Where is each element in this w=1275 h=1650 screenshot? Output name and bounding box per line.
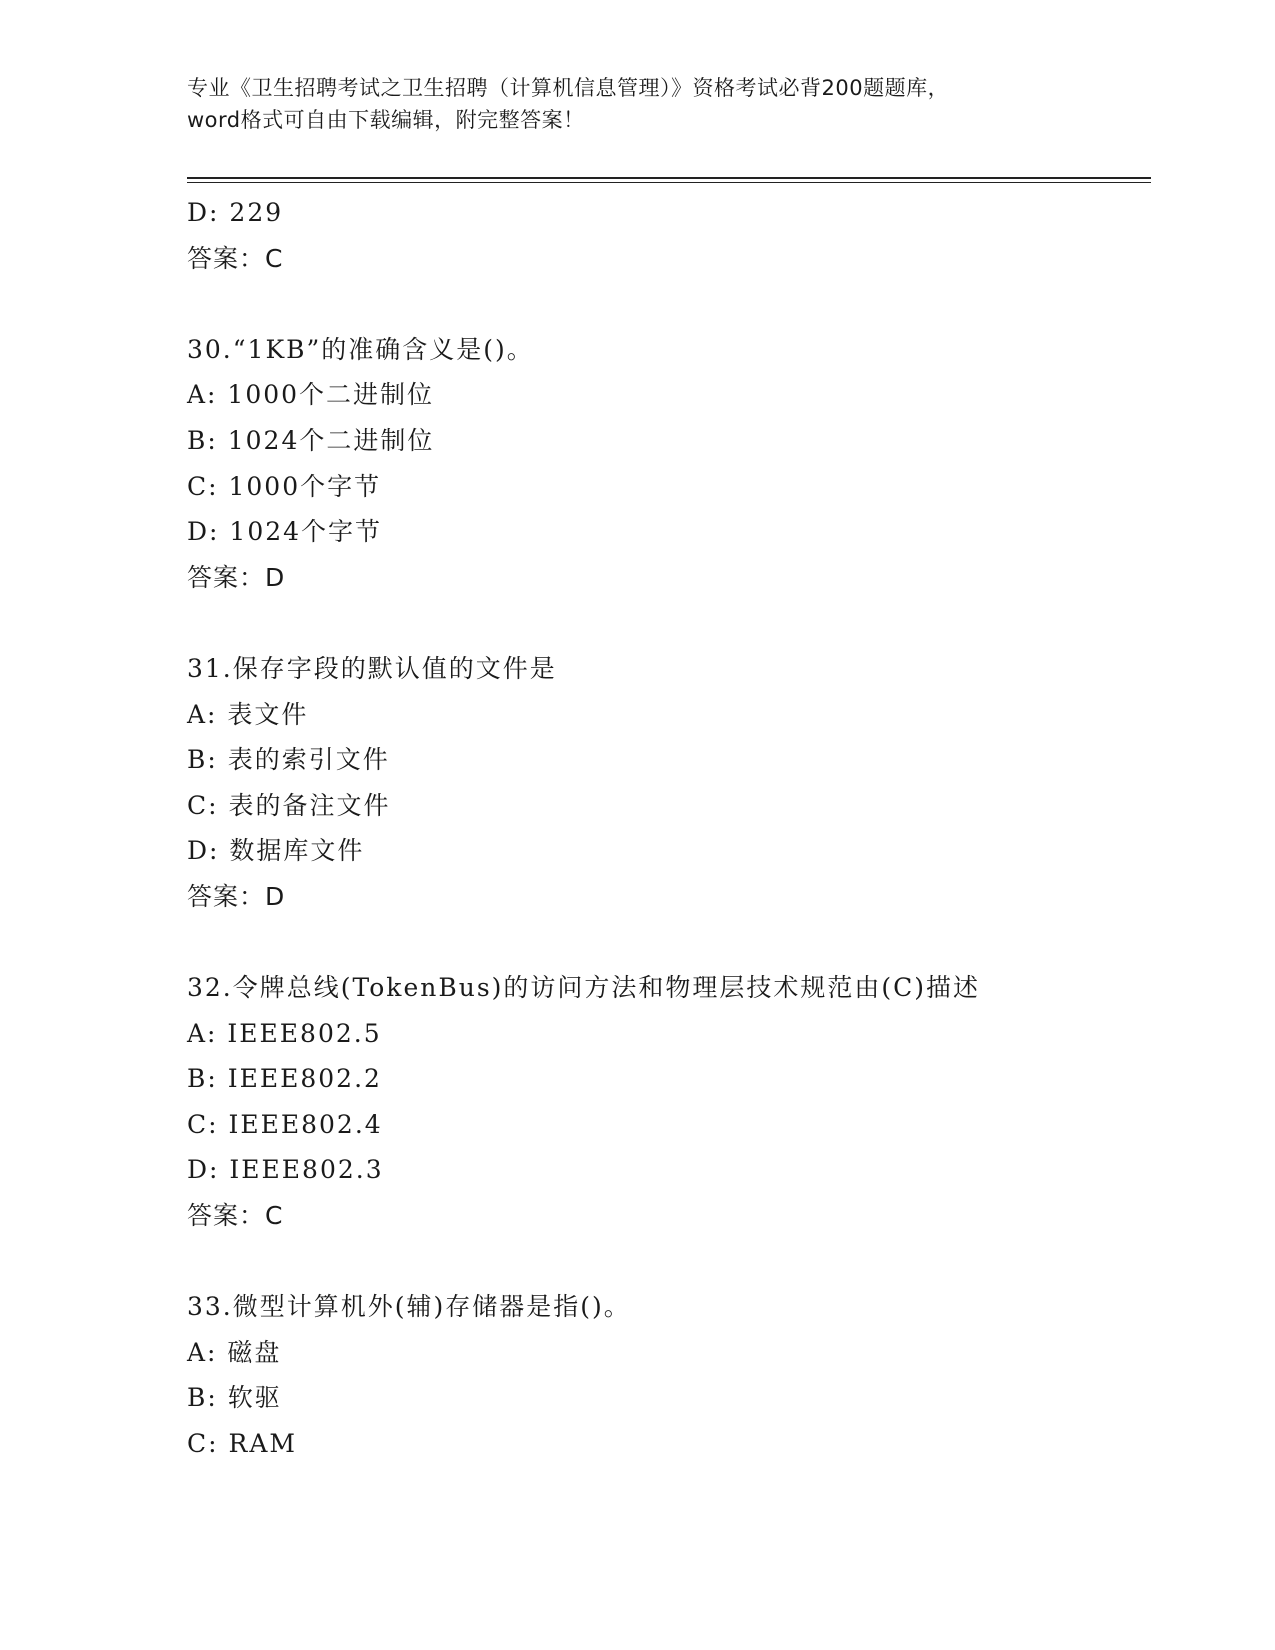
prev-answer: 答案：C (187, 243, 284, 273)
question-32-option-c: C: IEEE802.4 (187, 1109, 383, 1139)
header-divider-thick (187, 177, 1151, 179)
question-32-option-a: A: IEEE802.5 (187, 1018, 382, 1048)
spacer (187, 281, 1151, 327)
question-30-text: 30.“1KB”的准确含义是()。 (187, 334, 534, 364)
question-31-option-c: C: 表的备注文件 (187, 790, 391, 820)
question-30-option-a: A: 1000个二进制位 (187, 380, 435, 410)
question-33-option-b: B: 软驱 (187, 1383, 282, 1413)
question-30-answer: 答案：D (187, 562, 286, 592)
question-33-option-a: A: 磁盘 (187, 1337, 282, 1367)
question-31-answer: 答案：D (187, 881, 286, 911)
question-31-option-d: D: 数据库文件 (187, 836, 365, 866)
question-32-option-b: B: IEEE802.2 (187, 1064, 382, 1094)
question-30-option-c: C: 1000个字节 (187, 471, 382, 501)
question-list (187, 190, 1151, 1467)
document-header (187, 72, 1087, 136)
question-32-text: 32.令牌总线(TokenBus)的访问方法和物理层技术规范由(C)描述 (187, 973, 981, 1003)
question-31-option-a: A: 表文件 (187, 699, 309, 729)
header-divider-thin (187, 182, 1151, 183)
header-line-1: 专业《卫生招聘考试之卫生招聘（计算机信息管理）》资格考试必背200题题库， (187, 76, 950, 100)
prev-option-d: D: 229 (187, 198, 284, 227)
header-line-2: word格式可自由下载编辑，附完整答案！ (187, 108, 585, 132)
question-32-answer: 答案：C (187, 1201, 284, 1231)
spacer (187, 920, 1151, 966)
spacer (187, 1239, 1151, 1285)
question-31-text: 31.保存字段的默认值的文件是 (187, 653, 557, 683)
question-33-option-c: C: RAM (187, 1429, 297, 1459)
question-31-option-b: B: 表的索引文件 (187, 745, 390, 775)
question-32-option-d: D: IEEE802.3 (187, 1155, 384, 1185)
question-30-option-b: B: 1024个二进制位 (187, 425, 435, 455)
question-33-text: 33.微型计算机外(辅)存储器是指()。 (187, 1292, 631, 1322)
question-30-option-d: D: 1024个字节 (187, 517, 383, 547)
spacer (187, 600, 1151, 646)
